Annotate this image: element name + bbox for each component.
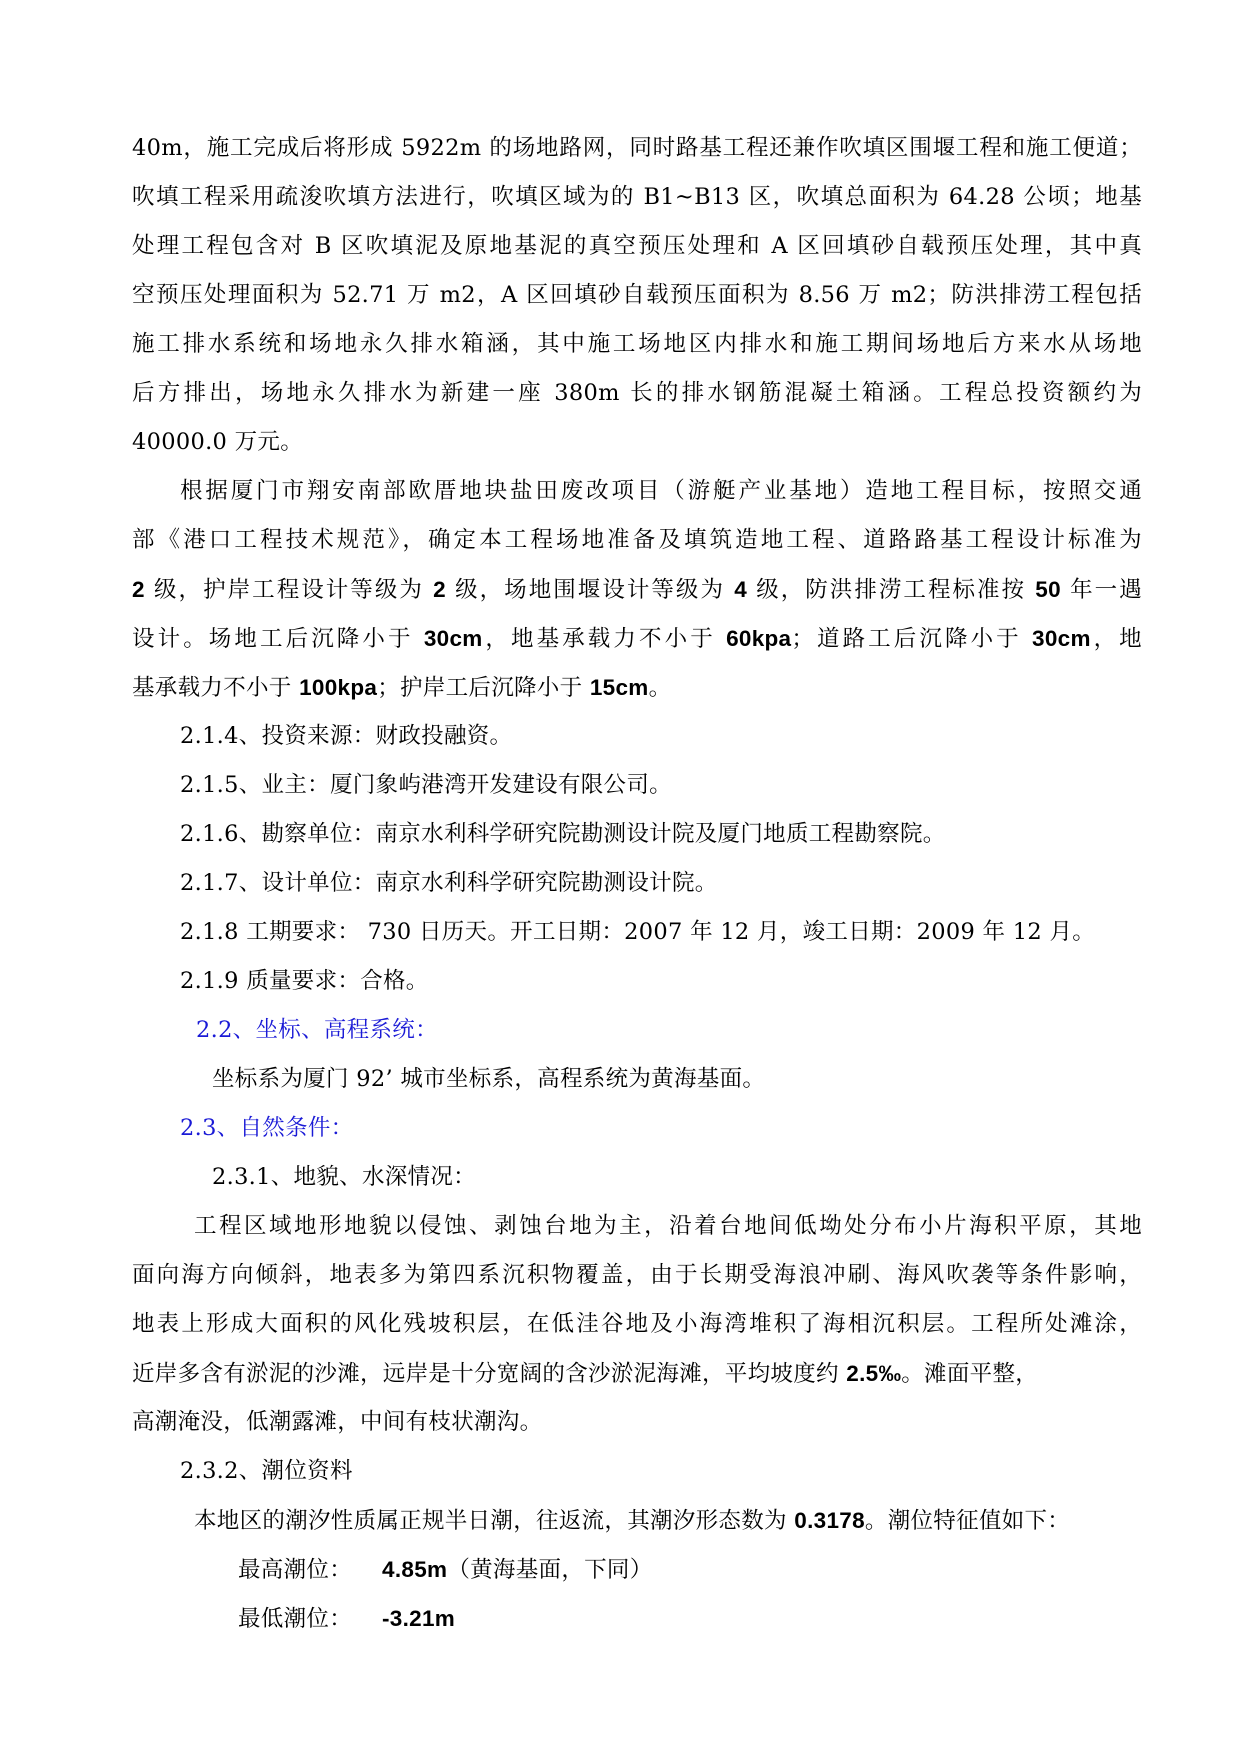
item-2-1-4: 2.1.4、投资来源：财政投融资。 bbox=[180, 723, 513, 749]
coordinate-system-text: 坐标系为厦门 92’ 城市坐标系，高程系统为黄海基面。 bbox=[212, 1066, 766, 1092]
item-2-1-9: 2.1.9 质量要求：合格。 bbox=[180, 968, 429, 994]
item-2-1-7: 2.1.7、设计单位：南京水利科学研究院勘测设计院。 bbox=[180, 870, 718, 896]
item-2-1-8: 2.1.8 工期要求： 730 日历天。开工日期：2007 年 12 月，竣工日期：2009 年 12 月。 bbox=[180, 919, 1096, 945]
lowest-tide-row bbox=[132, 1594, 1142, 1643]
terrain-line-1: 工程区域地形地貌以侵蚀、剥蚀台地为主，沿着台地间低坳处分布小片海积平原，其地 bbox=[194, 1213, 1142, 1239]
intro-line-2: 吹填工程采用疏浚吹填方法进行，吹填区域为的 B1~B13 区，吹填总面积为 64.28 公顷；地基 bbox=[132, 184, 1142, 210]
terrain-text: 近岸多含有淤泥的沙滩，远岸是十分宽阔的含沙淤泥海滩，平均坡度约 bbox=[132, 1361, 847, 1387]
standards-text: 设计。场地工后沉降小于 bbox=[132, 626, 424, 652]
highest-tide-note: （黄海基面，下同） bbox=[447, 1557, 653, 1583]
document-page bbox=[132, 124, 1142, 1643]
intro-line-5: 施工排水系统和场地永久排水箱涵，其中施工场地区内排水和施工期间场地后方来水从场地 bbox=[132, 331, 1142, 357]
terrain-line-5: 高潮淹没，低潮露滩，中间有枝状潮沟。 bbox=[132, 1409, 543, 1435]
item-2-1-5: 2.1.5、业主：厦门象屿港湾开发建设有限公司。 bbox=[180, 772, 672, 798]
standards-text: 级，防洪排涝工程标准按 bbox=[747, 577, 1036, 603]
standards-line-5 bbox=[132, 663, 1142, 712]
section-2-2-heading: 2.2、坐标、高程系统： bbox=[196, 1017, 438, 1043]
lowest-tide-label: 最低潮位： bbox=[238, 1606, 353, 1632]
standards-text: ，地基承载力不小于 bbox=[482, 626, 727, 652]
bearing-value: 60kpa bbox=[726, 626, 792, 651]
item-2-1-6: 2.1.6、勘察单位：南京水利科学研究院勘测设计院及厦门地质工程勘察院。 bbox=[180, 821, 946, 847]
highest-tide-value: 4.85m bbox=[382, 1557, 448, 1582]
slope-value: 2.5‰ bbox=[846, 1361, 902, 1386]
standards-line-1: 根据厦门市翔安南部欧厝地块盐田废改项目（游艇产业基地）造地工程目标，按照交通 bbox=[180, 478, 1142, 504]
terrain-line-2: 面向海方向倾斜，地表多为第四系沉积物覆盖，由于长期受海浪冲刷、海风吹袭等条件影响， bbox=[132, 1262, 1142, 1288]
standards-text: 年一遇 bbox=[1060, 577, 1142, 603]
tide-intro-end: 。潮位特征值如下： bbox=[864, 1508, 1071, 1534]
tide-intro: 本地区的潮汐性质属正规半日潮，往返流，其潮汐形态数为 bbox=[194, 1508, 795, 1534]
intro-line-1: 40m，施工完成后将形成 5922m 的场地路网，同时路基工程还兼作吹填区围堰工程和施工便道； bbox=[132, 135, 1142, 161]
tide-text bbox=[132, 1496, 1142, 1545]
settlement-value: 15cm bbox=[589, 675, 649, 700]
grade-value: 2 bbox=[132, 577, 145, 602]
grade-value: 4 bbox=[734, 577, 748, 602]
standards-text: 级，场地围堰设计等级为 bbox=[445, 577, 735, 603]
intro-line-7: 40000.0 万元。 bbox=[132, 429, 303, 455]
terrain-line-3: 地表上形成大面积的风化残坡积层，在低洼谷地及小海湾堆积了海相沉积层。工程所处滩涂， bbox=[132, 1311, 1142, 1337]
settlement-value: 30cm bbox=[423, 626, 483, 651]
intro-line-6: 后方排出，场地永久排水为新建一座 380m 长的排水钢筋混凝土箱涵。工程总投资额约为 bbox=[132, 380, 1142, 406]
terrain-line-4 bbox=[132, 1349, 1142, 1398]
terrain-text: 。滩面平整， bbox=[901, 1361, 1039, 1387]
standards-text: 基承载力不小于 bbox=[132, 675, 300, 701]
section-2-3-2-heading: 2.3.2、潮位资料 bbox=[180, 1458, 353, 1484]
standards-text: 。 bbox=[648, 675, 672, 701]
grade-value: 2 bbox=[433, 577, 446, 602]
lowest-tide-value: -3.21m bbox=[382, 1606, 456, 1631]
section-2-3-heading: 2.3、自然条件： bbox=[180, 1115, 354, 1141]
intro-line-4: 空预压处理面积为 52.71 万 m2，A 区回填砂自载预压面积为 8.56 万 m2；防洪排涝工程包括 bbox=[132, 282, 1142, 308]
standards-line-4 bbox=[132, 614, 1142, 663]
section-2-3-1-heading: 2.3.1、地貌、水深情况： bbox=[212, 1164, 476, 1190]
standards-text: ；护岸工后沉降小于 bbox=[377, 675, 590, 701]
highest-tide-label: 最高潮位： bbox=[238, 1557, 353, 1583]
years-value: 50 bbox=[1035, 577, 1061, 602]
standards-text: ；道路工后沉降小于 bbox=[791, 626, 1033, 652]
tide-form-number: 0.3178 bbox=[794, 1508, 865, 1533]
standards-text: 级，护岸工程设计等级为 bbox=[144, 577, 434, 603]
standards-text: ，地 bbox=[1090, 626, 1142, 652]
settlement-value: 30cm bbox=[1032, 626, 1091, 651]
highest-tide-row bbox=[132, 1545, 1142, 1594]
standards-line-2: 部《港口工程技术规范》，确定本工程场地准备及填筑造地工程、道路路基工程设计标准为 bbox=[132, 527, 1142, 553]
bearing-value: 100kpa bbox=[299, 675, 378, 700]
standards-line-3 bbox=[132, 565, 1142, 614]
intro-line-3: 处理工程包含对 B 区吹填泥及原地基泥的真空预压处理和 A 区回填砂自载预压处理，其中真 bbox=[132, 233, 1142, 259]
